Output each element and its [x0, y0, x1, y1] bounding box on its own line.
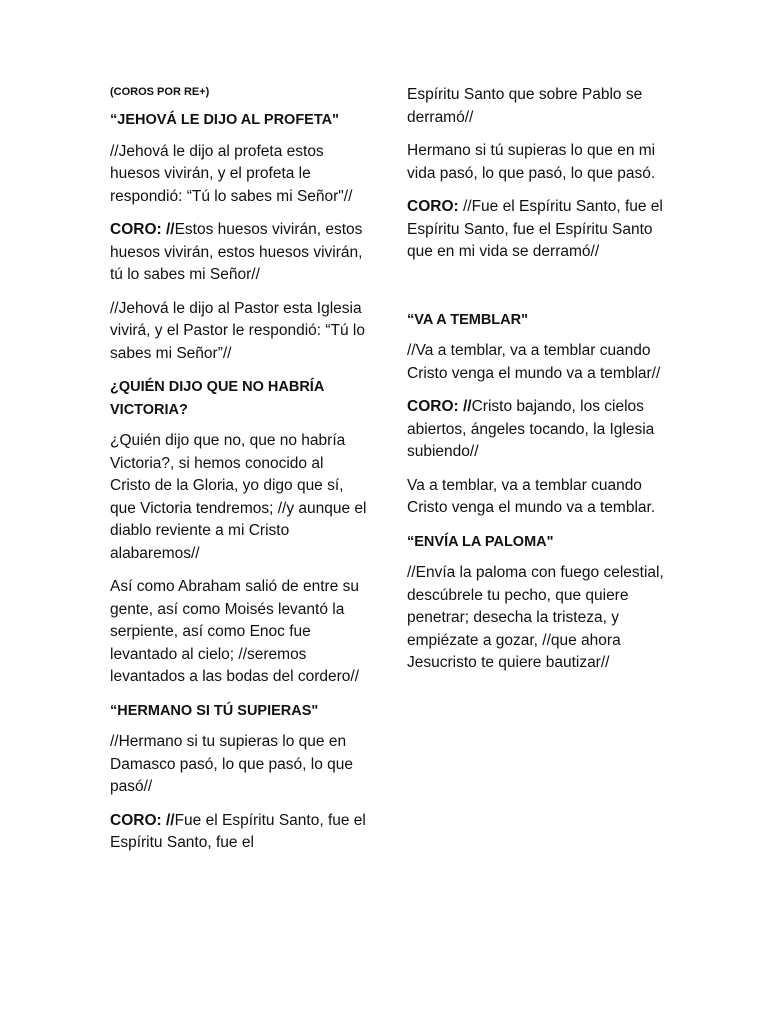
verse-paragraph: //Jehová le dijo al profeta estos huesos vivirán, y el profeta le respondió: “Tú lo sabes mi Señor"//: [110, 142, 353, 205]
song-title-va-a-temblar: “VA A TEMBLAR": [407, 311, 528, 328]
chorus-paragraph: [110, 219, 368, 287]
song-title-quien-dijo: ¿QUIÉN DIJO QUE NO HABRÍA VICTORIA?: [110, 379, 324, 418]
chorus-paragraph: [407, 396, 669, 464]
chorus-text: Cristo bajando, los cielos abiertos, ángeles tocando, la Iglesia subiendo//: [407, 398, 655, 460]
verse-paragraph: //Envía la paloma con fuego celestial, descúbrele tu pecho, que quiere penetrar; desecha la tristeza, y empiézate a gozar, //que ahora Jesucristo te quiere bautizar//: [407, 564, 664, 671]
verse-paragraph: Hermano si tú supieras lo que en mi vida pasó, lo que pasó, lo que pasó.: [407, 142, 656, 182]
verse-paragraph: //Hermano si tu supieras lo que en Damasco pasó, lo que pasó, lo que pasó//: [110, 733, 353, 795]
verse-paragraph: Espíritu Santo que sobre Pablo se derramó//: [407, 86, 643, 126]
chorus-label: CORO: //: [407, 398, 472, 415]
verse-paragraph: //Va a temblar, va a temblar cuando Cristo venga el mundo va a temblar//: [407, 342, 661, 382]
chorus-text: Estos huesos vivirán, estos huesos vivirán, estos huesos vivirán, tú lo sabes mi Señor//: [110, 221, 363, 283]
verse-paragraph: Así como Abraham salió de entre su gente, así como Moisés levantó la serpiente, así como Enoc fue levantado al cielo; //seremos levantados a las bodas del cordero//: [110, 578, 360, 685]
chorus-text: Fue el Espíritu Santo, fue el Espíritu Santo, fue el: [110, 811, 366, 851]
left-column: [110, 84, 368, 866]
chorus-paragraph: [110, 810, 368, 855]
right-column: [407, 84, 669, 686]
song-title-envia-la-paloma: “ENVÍA LA PALOMA": [407, 533, 554, 550]
verse-paragraph: Va a temblar, va a temblar cuando Cristo venga el mundo va a temblar.: [407, 476, 656, 516]
chorus-label: CORO: //: [110, 811, 175, 829]
chorus-paragraph: [407, 196, 669, 264]
chorus-label: CORO:: [407, 198, 459, 215]
song-title-hermano: “HERMANO SI TÚ SUPIERAS": [110, 702, 319, 719]
blank-space: [407, 275, 669, 309]
collection-note: (COROS POR RE+): [110, 86, 210, 98]
verse-paragraph: //Jehová le dijo al Pastor esta Iglesia vivirá, y el Pastor le respondió: “Tú lo sabes mi Señor”//: [110, 299, 365, 362]
song-title-jehova: “JEHOVÁ LE DIJO AL PROFETA": [110, 112, 339, 128]
chorus-label: CORO: //: [110, 221, 175, 238]
chorus-text: //Fue el Espíritu Santo, fue el Espíritu Santo, fue el Espíritu Santo que en mi vida se derramó//: [407, 198, 663, 260]
verse-paragraph: ¿Quién dijo que no, que no habría Victoria?, si hemos conocido al Cristo de la Gloria, yo digo que sí, que Victoria tendremos; //y aunque el diablo reviente a mi Cristo alabaremos//: [110, 432, 367, 562]
